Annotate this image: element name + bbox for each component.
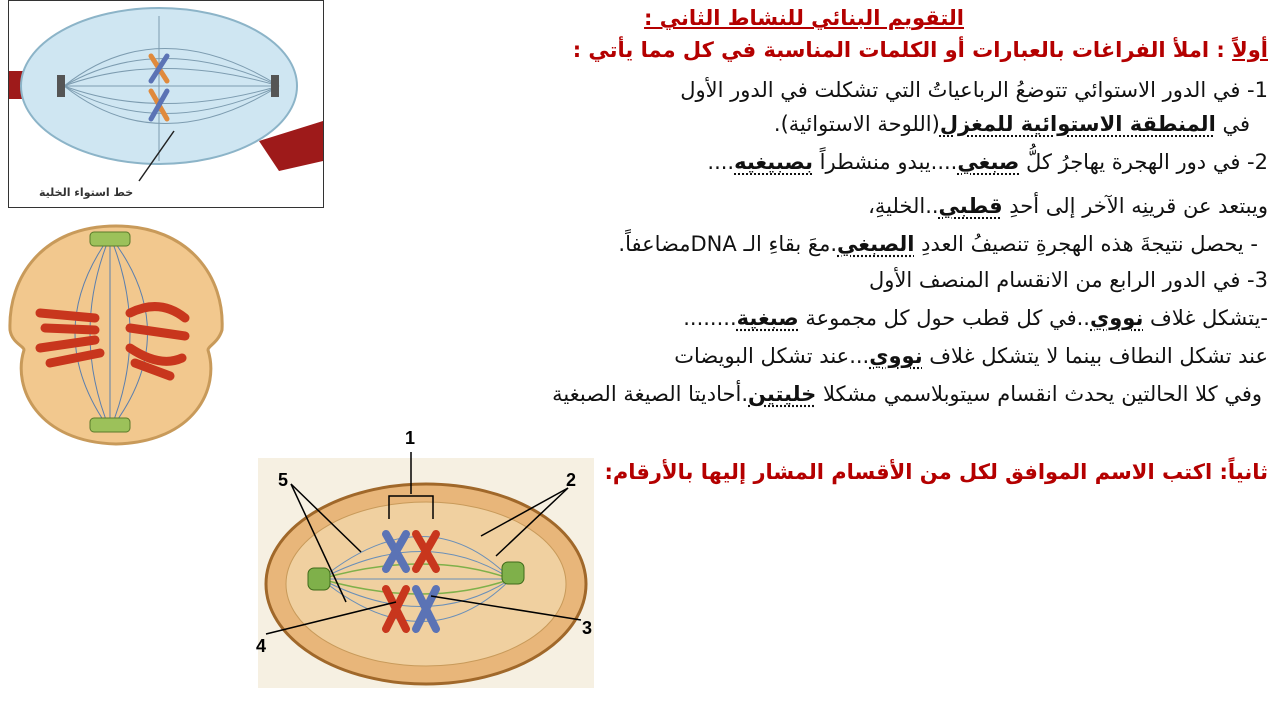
q2-line3-b: .معَ بقاءِ الـ bbox=[743, 232, 838, 256]
numbered-cell-illustration bbox=[246, 424, 606, 694]
q3-line2-b: ..في كل قطب حول كل مجموعة bbox=[805, 306, 1090, 330]
q3-line3 bbox=[674, 344, 1268, 368]
part1-heading bbox=[573, 38, 1268, 62]
q3-line2-a: -يتشكل غلاف bbox=[1150, 306, 1268, 330]
figure-numbered-cell bbox=[246, 424, 606, 694]
q2-line1-b: ....يبدو منشطراً bbox=[819, 150, 958, 174]
part1-prefix: أولاً bbox=[1232, 38, 1268, 62]
activity-title-text: التقويم البنائي للنشاط الثاني : bbox=[644, 6, 964, 30]
q2-line3-a: - يحصل نتيجةَ هذه الهجرةِ تنصيفُ العددِ bbox=[921, 232, 1258, 256]
q3-line4 bbox=[552, 382, 1262, 406]
q3-answer2: صبغية bbox=[736, 306, 799, 330]
q2-line3 bbox=[618, 232, 1258, 256]
q3-line2-c: ........ bbox=[683, 306, 737, 330]
q1-line2 bbox=[774, 112, 1250, 136]
q2-line1-c: .... bbox=[707, 150, 735, 174]
q3-answer4: خليتين bbox=[748, 382, 817, 406]
figure-caption: خط استواء الخلية bbox=[39, 186, 134, 199]
q1-answer: المنطقة الاستوائية للمغزل bbox=[939, 112, 1216, 136]
q3-line4-b: .أحاديتا الصيغة الصبغية bbox=[552, 382, 748, 406]
q1-line2-pre: في bbox=[1222, 112, 1250, 136]
q3-line4-a: وفي كلا الحالتين يحدث انقسام سيتوبلاسمي مشكلا bbox=[823, 382, 1262, 406]
q2-answer3: قطبي bbox=[938, 194, 1003, 218]
q2-line2-a: ويبتعد عن قرينِه الآخر إلى أحدِ bbox=[1009, 194, 1268, 218]
q1-line1: 1- في الدور الاستوائي تتوضعُ الرباعياتُ التي تشكلت في الدور الأول bbox=[680, 78, 1268, 102]
figure-label-3: 3 bbox=[582, 618, 593, 638]
q3-line3-b: ...عند تشكل البويضات bbox=[674, 344, 870, 368]
anaphase-cell-illustration bbox=[0, 218, 232, 450]
q3-line3-a: عند تشكل النطاف بينما لا يتشكل غلاف bbox=[929, 344, 1268, 368]
q2-line2 bbox=[868, 194, 1268, 218]
q3-line1: 3- في الدور الرابع من الانقسام المنصف الأول bbox=[869, 268, 1268, 292]
figure-label-5: 5 bbox=[278, 470, 289, 490]
part2-heading: ثانياً: اكتب الاسم الموافق لكل من الأقسام المشار إليها بالأرقام: bbox=[604, 460, 1268, 484]
q3-line2 bbox=[683, 306, 1268, 330]
q2-answer1: صبغي bbox=[957, 150, 1020, 174]
q3-answer3: نووي bbox=[869, 344, 923, 368]
q1-line2-post: (اللوحة الاستوائية). bbox=[773, 112, 940, 136]
q3-answer1: نووي bbox=[1090, 306, 1144, 330]
q2-line1-a: 2- في دور الهجرة يهاجرُ كلُّ bbox=[1026, 150, 1268, 174]
part1-text: : املأ الفراغات بالعبارات أو الكلمات المناسبة في كل مما يأتي : bbox=[572, 38, 1225, 62]
q2-line1 bbox=[707, 150, 1268, 174]
figure-label-4: 4 bbox=[256, 636, 267, 656]
q2-line3-dna: DNA bbox=[690, 232, 737, 256]
figure-anaphase-cell bbox=[0, 218, 232, 450]
q2-line3-c: مضاعفاً. bbox=[618, 232, 691, 256]
q2-answer4: الصبغي bbox=[837, 232, 915, 256]
q2-answer2: بصبيغيه bbox=[734, 150, 813, 174]
figure-label-2: 2 bbox=[566, 470, 577, 490]
q2-line2-b: ..الخليةِ، bbox=[868, 194, 939, 218]
activity-title bbox=[644, 6, 964, 30]
metaphase-cell-illustration bbox=[9, 1, 323, 207]
figure-metaphase-equator bbox=[8, 0, 324, 208]
figure-label-1: 1 bbox=[405, 428, 416, 448]
